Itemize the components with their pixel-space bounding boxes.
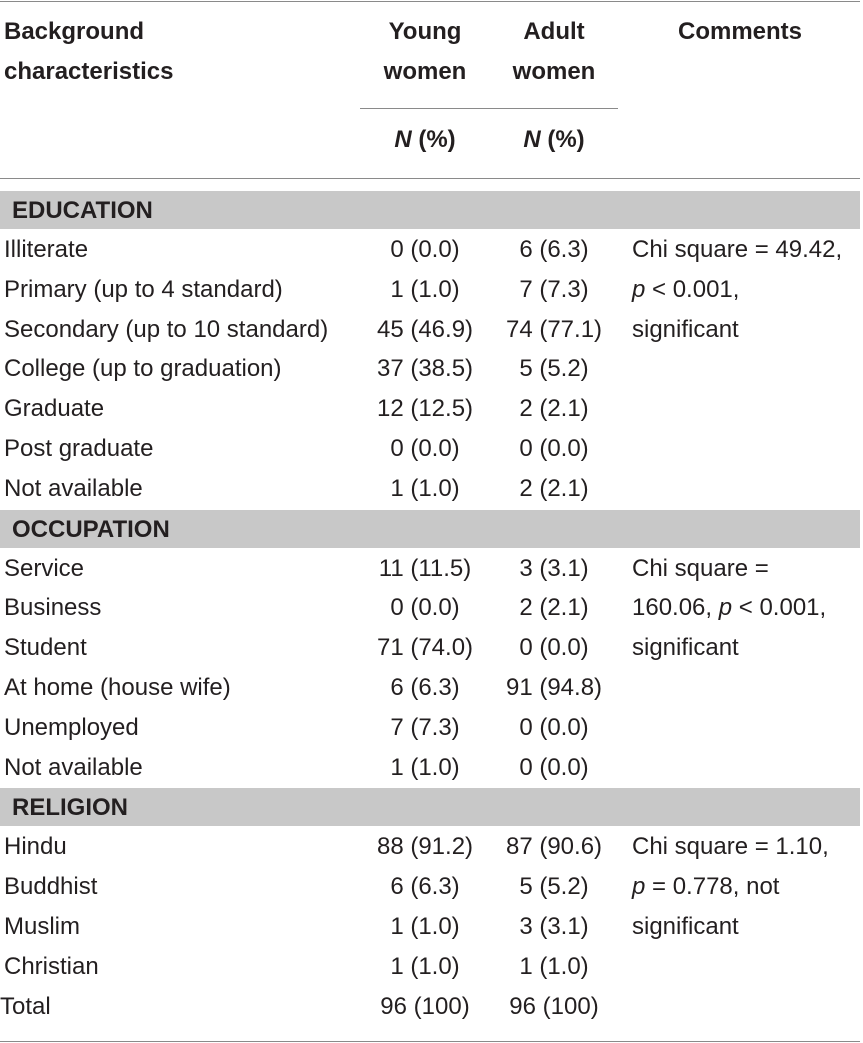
header-young-women: Young women <box>383 18 467 85</box>
section-title: RELIGION <box>12 794 129 822</box>
table-row <box>0 429 860 469</box>
n-symbol: N <box>523 126 541 153</box>
row-label: Hindu <box>4 833 67 861</box>
adult-women-value: 5 (5.2) <box>519 873 589 901</box>
comment-line: Chi square = 49.42, <box>632 236 843 263</box>
young-women-value: 6 (6.3) <box>390 873 460 901</box>
adult-women-value: 5 (5.2) <box>519 355 589 383</box>
adult-women-value: 0 (0.0) <box>519 634 589 662</box>
header-comments: Comments <box>677 18 803 45</box>
section-header <box>0 788 860 826</box>
section-title: OCCUPATION <box>12 515 170 543</box>
n-symbol: N <box>394 126 412 153</box>
header-n-percent-adult <box>490 120 618 160</box>
row-label: Post graduate <box>4 435 154 462</box>
young-women-value: 0 (0.0) <box>390 236 460 263</box>
table-row <box>0 708 860 748</box>
section-header <box>0 510 860 548</box>
row-label: Christian <box>4 952 99 980</box>
comment-line: significant <box>632 634 739 662</box>
young-women-value: 1 (1.0) <box>390 275 460 303</box>
young-women-value: 71 (74.0) <box>376 634 474 662</box>
comment-line: significant <box>632 913 739 940</box>
row-label: College (up to graduation) <box>4 355 282 383</box>
header-n-percent-young <box>360 120 490 160</box>
total-young-women: 96 (100) <box>380 992 470 1020</box>
young-women-value: 1 (1.0) <box>390 952 460 980</box>
table-row <box>0 947 860 987</box>
young-women-value: 1 (1.0) <box>390 913 460 940</box>
row-label: Service <box>4 554 85 582</box>
row-label: Primary (up to 4 standard) <box>4 275 283 303</box>
adult-women-value: 1 (1.0) <box>519 952 589 980</box>
adult-women-value: 0 (0.0) <box>519 435 589 462</box>
young-women-value: 1 (1.0) <box>390 474 460 502</box>
adult-women-value: 2 (2.1) <box>519 594 589 622</box>
row-label: Unemployed <box>4 713 139 741</box>
adult-women-value: 6 (6.3) <box>519 236 589 263</box>
row-label: Illiterate <box>4 236 89 263</box>
table-row <box>0 469 860 509</box>
table-top-rule <box>0 1 860 2</box>
comment-line: Chi square = 1.10, <box>632 833 829 861</box>
section-title: EDUCATION <box>12 197 153 224</box>
section-header <box>0 191 860 229</box>
adult-women-value: 74 (77.1) <box>505 315 603 343</box>
total-label: Total <box>0 992 51 1020</box>
header-background-label: Background characteristics <box>4 18 174 85</box>
table-bottom-rule <box>0 1041 860 1042</box>
adult-women-value: 7 (7.3) <box>519 275 589 303</box>
young-women-value: 1 (1.0) <box>390 753 460 781</box>
adult-women-value: 0 (0.0) <box>519 713 589 741</box>
adult-women-value: 3 (3.1) <box>519 913 589 940</box>
table-row <box>0 668 860 708</box>
young-women-value: 45 (46.9) <box>376 315 474 343</box>
comment-line: Chi square = <box>632 554 769 582</box>
comment-line: p = 0.778, not <box>632 873 780 901</box>
young-women-value: 37 (38.5) <box>376 355 474 383</box>
young-women-value: 11 (11.5) <box>378 554 472 582</box>
row-label: Muslim <box>4 913 80 940</box>
row-label: Not available <box>4 474 143 502</box>
young-women-value: 7 (7.3) <box>390 713 460 741</box>
comment-line: p < 0.001, <box>632 275 740 303</box>
adult-women-value: 87 (90.6) <box>505 833 603 861</box>
young-women-value: 6 (6.3) <box>390 674 460 701</box>
header-background-characteristics <box>4 12 304 92</box>
row-label: Student <box>4 634 87 662</box>
adult-women-value: 2 (2.1) <box>519 395 589 423</box>
row-label: Buddhist <box>4 873 98 901</box>
comment-line: significant <box>632 315 739 343</box>
row-label: At home (house wife) <box>4 674 231 701</box>
young-women-value: 0 (0.0) <box>390 435 460 462</box>
table-row <box>0 748 860 788</box>
percent-label: (%) <box>411 126 456 153</box>
adult-women-value: 0 (0.0) <box>519 753 589 781</box>
comment-line: 160.06, p < 0.001, <box>632 594 827 622</box>
adult-women-value: 2 (2.1) <box>519 474 589 502</box>
header-bottom-rule <box>0 178 860 179</box>
row-label: Not available <box>4 753 143 781</box>
total-row <box>0 987 860 1027</box>
adult-women-value: 3 (3.1) <box>519 554 589 582</box>
young-women-value: 12 (12.5) <box>376 395 474 423</box>
total-adult-women: 96 (100) <box>509 992 599 1020</box>
table-row <box>0 389 860 429</box>
header-adult-women: Adult women <box>512 18 596 85</box>
row-label: Graduate <box>4 395 105 423</box>
percent-label: (%) <box>540 126 585 153</box>
header-subrule <box>360 108 618 109</box>
young-women-value: 0 (0.0) <box>390 594 460 622</box>
adult-women-value: 91 (94.8) <box>505 674 603 701</box>
row-label: Secondary (up to 10 standard) <box>4 315 329 343</box>
table-row <box>0 349 860 389</box>
row-label: Business <box>4 594 102 622</box>
young-women-value: 88 (91.2) <box>376 833 474 861</box>
